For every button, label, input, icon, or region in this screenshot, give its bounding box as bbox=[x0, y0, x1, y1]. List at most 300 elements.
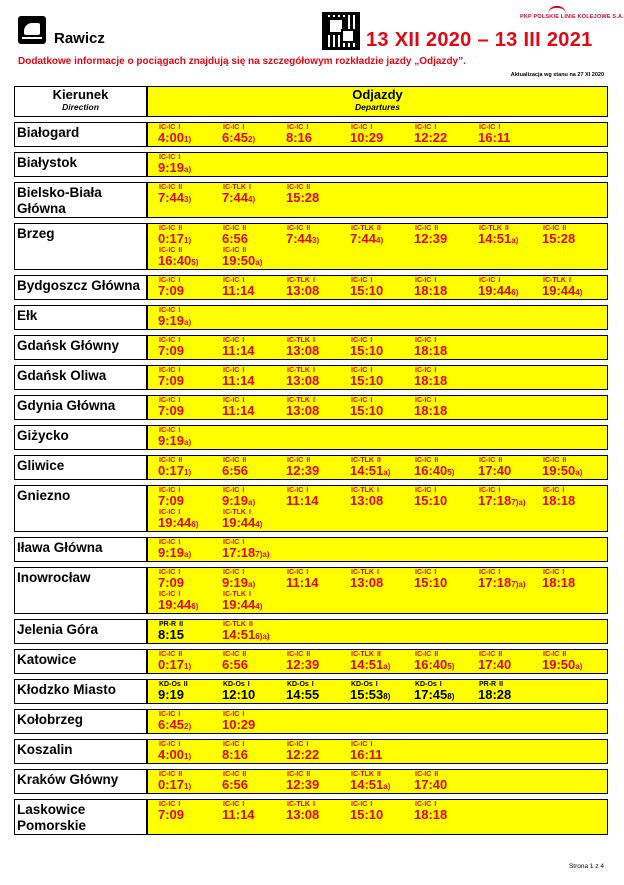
departures-cell bbox=[147, 769, 608, 794]
footnote-mark: 6) bbox=[191, 602, 199, 611]
footnote-mark: 6)a) bbox=[255, 632, 270, 641]
departure-time-value: 16:40 bbox=[414, 657, 448, 672]
departure-entry bbox=[350, 397, 414, 419]
train-category-label: IC-IC bbox=[415, 124, 432, 131]
departure-entry bbox=[350, 569, 414, 591]
table-row bbox=[14, 739, 608, 764]
departure-time-value: 7:09 bbox=[158, 807, 185, 822]
footnote-mark: a) bbox=[383, 468, 391, 477]
departures-grid bbox=[158, 337, 607, 359]
table-row bbox=[14, 152, 608, 177]
departure-time-value: 19:50 bbox=[542, 463, 576, 478]
train-category-label: IC-IC bbox=[159, 591, 176, 598]
train-category-label: IC-IC bbox=[223, 771, 240, 778]
departure-entry bbox=[222, 771, 286, 793]
table-row bbox=[14, 122, 608, 147]
departure-time-value: 18:18 bbox=[414, 373, 448, 388]
departure-entry bbox=[350, 681, 414, 703]
departures-header bbox=[147, 86, 608, 117]
platform-number: II bbox=[183, 681, 188, 688]
departure-entry bbox=[222, 569, 286, 591]
platform-number: I bbox=[242, 337, 245, 344]
departure-time bbox=[542, 658, 606, 674]
departure-time-value: 18:18 bbox=[414, 343, 448, 358]
platform-number: I bbox=[434, 277, 437, 284]
train-category-label: IC-IC bbox=[223, 487, 240, 494]
departure-time-value: 19:44 bbox=[478, 283, 512, 298]
departure-time-value: 11:14 bbox=[222, 373, 255, 388]
footnote-mark: a) bbox=[511, 236, 519, 245]
departures-grid bbox=[158, 154, 607, 176]
departure-time-value: 7:44 bbox=[286, 231, 313, 246]
departure-entry bbox=[542, 651, 606, 673]
departure-entry bbox=[414, 801, 478, 823]
train-category-label: IC-IC bbox=[223, 651, 240, 658]
train-category-label: IC-IC bbox=[479, 569, 496, 576]
departure-entry bbox=[350, 457, 414, 479]
departure-entry bbox=[158, 184, 222, 206]
departure-time bbox=[158, 464, 222, 480]
departures-grid bbox=[158, 427, 607, 449]
departures-grid bbox=[158, 741, 607, 763]
train-category-label: IC-IC bbox=[415, 487, 432, 494]
departure-entry bbox=[222, 367, 286, 389]
departure-entry bbox=[478, 277, 542, 299]
departure-time-value: 14:51 bbox=[350, 463, 384, 478]
train-category-label: IC-IC bbox=[223, 539, 240, 546]
direction-name: Brzeg bbox=[14, 223, 147, 270]
departure-entry bbox=[414, 569, 478, 591]
departure-time-value: 9:19 bbox=[222, 493, 249, 508]
departure-time-value: 11:14 bbox=[222, 283, 255, 298]
departure-time-value: 19:44 bbox=[222, 597, 256, 612]
train-category-label: IC-IC bbox=[223, 337, 240, 344]
train-category-label: IC-IC bbox=[287, 457, 304, 464]
platform-number: I bbox=[498, 569, 501, 576]
departure-entry bbox=[158, 509, 222, 531]
departure-time bbox=[286, 658, 350, 674]
departures-grid bbox=[158, 651, 607, 673]
train-category-label: IC-IC bbox=[415, 225, 432, 232]
train-category-label: IC-IC bbox=[223, 124, 240, 131]
train-category-label: IC-IC bbox=[287, 487, 304, 494]
departure-time-value: 18:18 bbox=[414, 807, 448, 822]
departure-entry bbox=[478, 457, 542, 479]
departure-time-value: 13:08 bbox=[286, 283, 320, 298]
train-category-label: IC-IC bbox=[479, 457, 496, 464]
departure-entry bbox=[286, 184, 350, 206]
departure-time-value: 7:09 bbox=[158, 343, 185, 358]
platform-number: I bbox=[242, 124, 245, 131]
train-category-label: IC-IC bbox=[543, 569, 560, 576]
departure-entry bbox=[350, 771, 414, 793]
departure-entry bbox=[414, 651, 478, 673]
train-category-label: IC-IC bbox=[159, 801, 176, 808]
platform-number: I bbox=[306, 569, 309, 576]
platform-number: I bbox=[370, 367, 373, 374]
departure-time-value: 7:09 bbox=[158, 493, 185, 508]
departure-time bbox=[478, 576, 542, 592]
departures-grid bbox=[158, 277, 607, 299]
departure-time-value: 19:44 bbox=[158, 515, 192, 530]
departure-entry bbox=[222, 277, 286, 299]
departure-time-value: 11:14 bbox=[222, 403, 255, 418]
departure-entry bbox=[222, 225, 286, 247]
departure-time bbox=[222, 374, 286, 390]
departure-time bbox=[222, 628, 286, 644]
departure-entry bbox=[286, 397, 350, 419]
departure-time bbox=[286, 232, 350, 248]
departure-entry bbox=[158, 277, 222, 299]
departure-time-value: 7:09 bbox=[158, 575, 185, 590]
departure-entry bbox=[350, 337, 414, 359]
footnote-mark: a) bbox=[575, 468, 583, 477]
departures-label-en: Departures bbox=[355, 102, 400, 112]
departure-entry bbox=[158, 651, 222, 673]
departure-time-value: 6:56 bbox=[222, 231, 249, 246]
direction-name: Inowrocław bbox=[14, 567, 147, 614]
departure-time bbox=[158, 628, 222, 644]
footnote-mark: 2) bbox=[184, 722, 192, 731]
departure-time-value: 17:18 bbox=[478, 575, 512, 590]
departure-time-value: 6:56 bbox=[222, 657, 249, 672]
departure-entry bbox=[222, 457, 286, 479]
departure-time-value: 0:17 bbox=[158, 231, 185, 246]
departure-entry bbox=[158, 681, 222, 703]
departure-time-value: 15:28 bbox=[542, 231, 576, 246]
train-category-label: IC-IC bbox=[479, 651, 496, 658]
platform-number: I bbox=[312, 337, 315, 344]
train-category-label: IC-TLK bbox=[287, 801, 310, 808]
train-category-label: IC-IC bbox=[159, 184, 176, 191]
departure-time bbox=[414, 374, 478, 390]
platform-number: II bbox=[498, 457, 503, 464]
table-row bbox=[14, 649, 608, 674]
platform-number: I bbox=[562, 569, 565, 576]
departure-time bbox=[414, 284, 478, 300]
departure-time-value: 10:29 bbox=[222, 717, 256, 732]
train-category-label: IC-TLK bbox=[223, 184, 246, 191]
train-category-label: IC-IC bbox=[159, 397, 176, 404]
departure-time-value: 14:55 bbox=[286, 687, 320, 702]
departure-time-value: 0:17 bbox=[158, 657, 185, 672]
platform-number: I bbox=[178, 154, 181, 161]
platform-number: I bbox=[370, 397, 373, 404]
departure-time-value: 12:39 bbox=[286, 777, 320, 792]
platform-number: I bbox=[178, 509, 181, 516]
train-category-label: IC-TLK bbox=[351, 569, 374, 576]
departure-entry bbox=[222, 801, 286, 823]
direction-name: Iława Główna bbox=[14, 537, 147, 562]
train-category-label: IC-IC bbox=[223, 569, 240, 576]
table-row bbox=[14, 223, 608, 270]
train-category-label: IC-TLK bbox=[351, 651, 374, 658]
train-category-label: IC-IC bbox=[415, 457, 432, 464]
platform-number: I bbox=[434, 801, 437, 808]
platform-number: II bbox=[179, 621, 184, 628]
departure-entry bbox=[286, 225, 350, 247]
departures-cell bbox=[147, 567, 608, 614]
platform-number: II bbox=[178, 651, 183, 658]
train-category-label: PR-R bbox=[479, 681, 497, 688]
footnote-mark: 8) bbox=[447, 692, 455, 701]
footnote-mark: 4) bbox=[248, 195, 256, 204]
departures-cell bbox=[147, 335, 608, 360]
footnote-mark: 6) bbox=[191, 520, 199, 529]
departures-grid bbox=[158, 124, 607, 146]
departure-entry bbox=[414, 457, 478, 479]
departure-time-value: 17:18 bbox=[222, 545, 256, 560]
direction-name: Giżycko bbox=[14, 425, 147, 450]
departure-time bbox=[478, 131, 542, 147]
platform-number: I bbox=[242, 569, 245, 576]
train-category-label: PR-R bbox=[159, 621, 177, 628]
platform-number: I bbox=[312, 801, 315, 808]
table-header-row bbox=[14, 86, 608, 117]
departure-time bbox=[414, 808, 478, 824]
departure-time bbox=[350, 284, 414, 300]
platform-number: II bbox=[504, 225, 509, 232]
departure-time bbox=[158, 576, 222, 592]
departure-entry bbox=[414, 277, 478, 299]
platform-number: I bbox=[242, 367, 245, 374]
departure-entry bbox=[350, 225, 414, 247]
departure-time-value: 12:39 bbox=[286, 657, 320, 672]
departure-time bbox=[158, 314, 222, 330]
platform-number: II bbox=[376, 771, 381, 778]
departure-time bbox=[542, 464, 606, 480]
train-category-label: IC-IC bbox=[415, 771, 432, 778]
footnote-mark: a) bbox=[575, 662, 583, 671]
platform-number: I bbox=[312, 277, 315, 284]
departure-time-value: 11:14 bbox=[286, 575, 319, 590]
departures-cell bbox=[147, 122, 608, 147]
footnote-mark: 4) bbox=[376, 236, 384, 245]
table-row bbox=[14, 567, 608, 614]
table-row bbox=[14, 485, 608, 532]
departure-time bbox=[158, 494, 222, 510]
departure-entry bbox=[158, 247, 222, 269]
departure-time-value: 7:44 bbox=[158, 190, 185, 205]
table-row bbox=[14, 365, 608, 390]
departure-entry bbox=[286, 681, 350, 703]
train-category-label: IC-IC bbox=[287, 124, 304, 131]
table-row bbox=[14, 679, 608, 704]
departure-time-value: 12:22 bbox=[286, 747, 320, 762]
departure-entry bbox=[222, 539, 286, 561]
table-row bbox=[14, 275, 608, 300]
platform-number: II bbox=[306, 184, 311, 191]
departure-time bbox=[414, 494, 478, 510]
departure-entry bbox=[222, 741, 286, 763]
direction-name: Koszalin bbox=[14, 739, 147, 764]
departures-cell bbox=[147, 537, 608, 562]
departure-time bbox=[350, 494, 414, 510]
departure-entry bbox=[286, 487, 350, 509]
departure-time bbox=[286, 688, 350, 704]
direction-label-en: Direction bbox=[62, 102, 99, 112]
departure-time-value: 19:44 bbox=[158, 597, 192, 612]
departures-cell bbox=[147, 152, 608, 177]
station-name: Rawicz bbox=[54, 30, 105, 47]
departure-time bbox=[158, 748, 222, 764]
platform-number: I bbox=[178, 741, 181, 748]
departure-entry bbox=[478, 681, 542, 703]
departure-entry bbox=[158, 539, 222, 561]
qr-code-icon bbox=[322, 12, 360, 50]
platform-number: I bbox=[370, 124, 373, 131]
departure-entry bbox=[158, 711, 222, 733]
departure-entry bbox=[414, 367, 478, 389]
departure-time-value: 12:22 bbox=[414, 130, 448, 145]
departures-cell bbox=[147, 365, 608, 390]
departure-time bbox=[478, 658, 542, 674]
platform-number: I bbox=[498, 277, 501, 284]
departure-time bbox=[414, 688, 478, 704]
footnote-mark: 5) bbox=[447, 662, 455, 671]
train-category-label: IC-IC bbox=[351, 801, 368, 808]
train-category-label: KD-Os bbox=[159, 681, 181, 688]
departure-time bbox=[222, 718, 286, 734]
train-icon bbox=[18, 16, 46, 44]
platform-number: I bbox=[178, 337, 181, 344]
departure-time-value: 18:28 bbox=[478, 687, 512, 702]
platform-number: I bbox=[242, 539, 245, 546]
departure-time bbox=[222, 232, 286, 248]
departure-time bbox=[222, 191, 286, 207]
platform-number: II bbox=[306, 457, 311, 464]
platform-number: I bbox=[434, 397, 437, 404]
train-category-label: IC-IC bbox=[159, 225, 176, 232]
departure-time-value: 15:10 bbox=[350, 373, 384, 388]
platform-number: I bbox=[312, 397, 315, 404]
platform-number: I bbox=[312, 367, 315, 374]
departures-cell bbox=[147, 455, 608, 480]
train-category-label: IC-IC bbox=[415, 337, 432, 344]
departure-entry bbox=[414, 771, 478, 793]
departure-time-value: 15:10 bbox=[414, 493, 448, 508]
direction-name: Laskowice Pomorskie bbox=[14, 799, 147, 835]
departure-time-value: 17:40 bbox=[414, 777, 448, 792]
train-category-label: IC-IC bbox=[223, 741, 240, 748]
platform-number: I bbox=[248, 184, 251, 191]
departure-time bbox=[158, 778, 222, 794]
footnote-mark: 3) bbox=[312, 236, 320, 245]
departure-time-value: 9:19 bbox=[158, 313, 185, 328]
train-category-label: IC-IC bbox=[351, 337, 368, 344]
platform-number: I bbox=[376, 569, 379, 576]
train-category-label: IC-IC bbox=[159, 741, 176, 748]
platform-number: I bbox=[242, 487, 245, 494]
platform-number: I bbox=[306, 741, 309, 748]
departure-time-value: 15:10 bbox=[350, 403, 384, 418]
departure-time-value: 14:51 bbox=[222, 627, 256, 642]
train-category-label: IC-TLK bbox=[479, 225, 502, 232]
train-category-label: IC-IC bbox=[287, 741, 304, 748]
departure-time bbox=[350, 464, 414, 480]
departure-time-value: 11:14 bbox=[222, 807, 255, 822]
departure-time bbox=[542, 576, 606, 592]
departure-time bbox=[222, 688, 286, 704]
platform-number: I bbox=[178, 569, 181, 576]
direction-name: Gdańsk Oliwa bbox=[14, 365, 147, 390]
footnote-mark: a) bbox=[255, 258, 263, 267]
train-category-label: IC-IC bbox=[351, 277, 368, 284]
departures-grid bbox=[158, 771, 607, 793]
platform-number: I bbox=[178, 277, 181, 284]
departure-time-value: 9:19 bbox=[158, 160, 185, 175]
departure-entry bbox=[158, 337, 222, 359]
departure-entry bbox=[542, 569, 606, 591]
departure-time bbox=[286, 494, 350, 510]
departure-time-value: 9:19 bbox=[222, 575, 249, 590]
departure-entry bbox=[158, 569, 222, 591]
departure-entry bbox=[286, 367, 350, 389]
departure-time bbox=[222, 344, 286, 360]
platform-number: I bbox=[370, 741, 373, 748]
departure-entry bbox=[158, 591, 222, 613]
train-category-label: IC-TLK bbox=[287, 397, 310, 404]
departure-time-value: 18:18 bbox=[414, 283, 448, 298]
platform-number: I bbox=[434, 569, 437, 576]
train-category-label: IC-IC bbox=[415, 569, 432, 576]
departure-entry bbox=[350, 124, 414, 146]
pkp-logo-text: PKP POLSKIE LINIE KOLEJOWE S.A. bbox=[520, 14, 624, 20]
departure-entry bbox=[414, 337, 478, 359]
train-category-label: KD-Os bbox=[223, 681, 245, 688]
table-row bbox=[14, 425, 608, 450]
train-category-label: IC-IC bbox=[287, 651, 304, 658]
footnote-mark: 1) bbox=[184, 236, 192, 245]
platform-number: I bbox=[242, 397, 245, 404]
departure-entry bbox=[222, 591, 286, 613]
departure-entry bbox=[286, 277, 350, 299]
departure-time bbox=[158, 232, 222, 248]
departure-time bbox=[222, 254, 286, 270]
departure-entry bbox=[222, 651, 286, 673]
footnote-mark: a) bbox=[184, 438, 192, 447]
train-category-label: IC-IC bbox=[351, 741, 368, 748]
departure-time bbox=[478, 232, 542, 248]
footnote-mark: a) bbox=[248, 580, 256, 589]
platform-number: I bbox=[242, 277, 245, 284]
train-category-label: IC-IC bbox=[223, 457, 240, 464]
departure-entry bbox=[286, 569, 350, 591]
departure-entry bbox=[350, 487, 414, 509]
train-category-label: IC-TLK bbox=[351, 457, 374, 464]
platform-number: II bbox=[242, 651, 247, 658]
footnote-mark: 4) bbox=[255, 602, 263, 611]
train-category-label: IC-IC bbox=[159, 771, 176, 778]
departures-grid bbox=[158, 801, 607, 823]
departure-entry bbox=[286, 124, 350, 146]
departure-time bbox=[286, 778, 350, 794]
platform-number: II bbox=[562, 225, 567, 232]
pkp-logo-icon bbox=[548, 6, 566, 14]
train-category-label: IC-IC bbox=[159, 337, 176, 344]
departure-time bbox=[158, 688, 222, 704]
update-date: Aktualizacja wg stanu na 27 XI 2020 bbox=[510, 72, 604, 78]
departure-time bbox=[222, 808, 286, 824]
departure-time-value: 14:51 bbox=[350, 657, 384, 672]
train-category-label: IC-IC bbox=[159, 307, 176, 314]
footnote-mark: a) bbox=[184, 165, 192, 174]
train-category-label: IC-IC bbox=[351, 367, 368, 374]
footnote-mark: 1) bbox=[184, 135, 192, 144]
departure-time-value: 6:56 bbox=[222, 463, 249, 478]
train-category-label: IC-IC bbox=[415, 277, 432, 284]
departure-time bbox=[286, 344, 350, 360]
